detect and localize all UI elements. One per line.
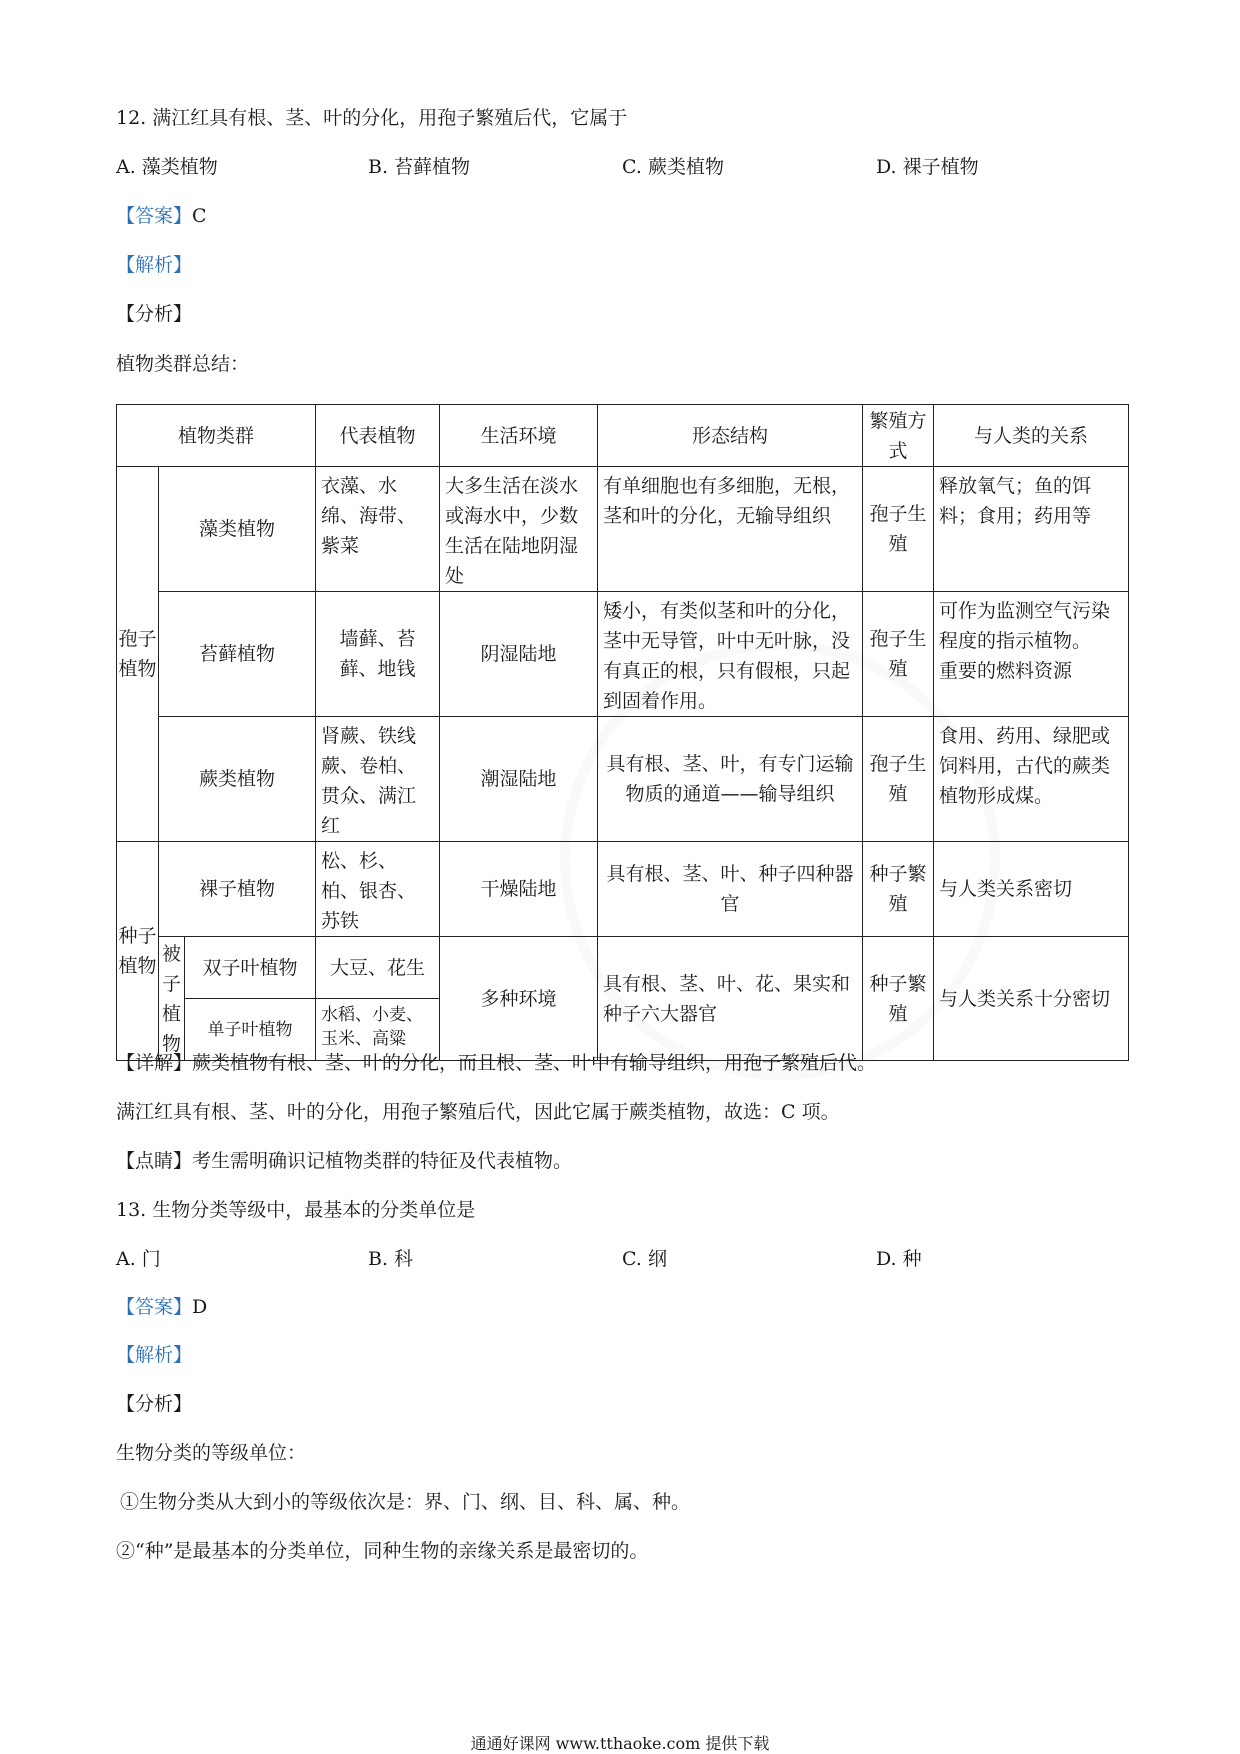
q12-detail <box>116 1050 876 1076</box>
q12-option-b: B. 苔藓植物 <box>368 156 471 178</box>
row-repro: 孢子生殖 <box>863 717 934 842</box>
q13-option-d: D. 种 <box>876 1248 922 1270</box>
page-footer: 通通好课网 www.tthaoke.com 提供下载 <box>470 1734 770 1753</box>
row-rel: 食用、药用、绿肥或饲料用，古代的蕨类植物形成煤。 <box>934 717 1129 842</box>
header-cell: 与人类的关系 <box>934 405 1129 467</box>
row-form: 具有根、茎、叶，有专门运输物质的通道——输导组织 <box>598 717 863 842</box>
row-rep: 大豆、花生 <box>316 937 440 999</box>
answer-value: D <box>192 1296 208 1318</box>
answer-label: 【答案】 <box>116 205 193 227</box>
row-rel: 释放氧气；鱼的饵料；食用；药用等 <box>934 467 1129 592</box>
detail-label: 【详解】 <box>116 1052 193 1074</box>
header-cell: 繁殖方式 <box>863 405 934 467</box>
row-env: 干燥陆地 <box>440 842 598 937</box>
table-header-row <box>117 405 1129 467</box>
row-env: 多种环境 <box>440 937 598 1061</box>
q12-option-c: C. 蕨类植物 <box>622 156 724 178</box>
q13-option-a: A. 门 <box>116 1248 161 1270</box>
q12-summary-title: 植物类群总结： <box>116 353 250 375</box>
header-cell: 代表植物 <box>316 405 440 467</box>
q12-question: 12. 满江红具有根、茎、叶的分化，用孢子繁殖后代，它属于 <box>116 107 628 129</box>
row-name: 裸子植物 <box>159 842 316 937</box>
row-form: 矮小，有类似茎和叶的分化，茎中无导管，叶中无叶脉，没有真正的根，只有假根，只起到固着作用。 <box>598 592 863 717</box>
plant-groups-table <box>116 404 1129 1061</box>
q13-analysis-label: 【解析】 <box>116 1344 193 1366</box>
table-row <box>117 467 1129 592</box>
table-row <box>117 717 1129 842</box>
table-row <box>117 937 1129 999</box>
q13-answer <box>116 1294 207 1320</box>
group-cell-seed: 种子植物 <box>117 842 159 1061</box>
row-name: 藻类植物 <box>159 467 316 592</box>
row-env: 大多生活在淡水或海水中，少数生活在陆地阴湿处 <box>440 467 598 592</box>
row-rel: 与人类关系十分密切 <box>934 937 1129 1061</box>
row-rep: 肾蕨、铁线蕨、卷柏、贯众、满江红 <box>316 717 440 842</box>
q13-fenxi-label: 【分析】 <box>116 1393 193 1415</box>
row-repro: 种子繁殖 <box>863 842 934 937</box>
q13-option-b: B. 科 <box>368 1248 414 1270</box>
q13-point-2: ②“种”是最基本的分类单位，同种生物的亲缘关系是最密切的。 <box>116 1540 649 1562</box>
q13-point-1: ①生物分类从大到小的等级依次是：界、门、纲、目、科、属、种。 <box>120 1491 691 1513</box>
q13-subtitle: 生物分类的等级单位： <box>116 1442 307 1464</box>
row-rep: 墙藓、苔藓、地钱 <box>316 592 440 717</box>
q12-fenxi-label: 【分析】 <box>116 303 193 325</box>
q12-option-d: D. 裸子植物 <box>876 156 979 178</box>
row-env: 潮湿陆地 <box>440 717 598 842</box>
group-cell-angiosperm: 被子植物 <box>159 937 185 1061</box>
row-name: 单子叶植物 <box>185 999 316 1061</box>
row-repro: 孢子生殖 <box>863 592 934 717</box>
q13-question: 13. 生物分类等级中，最基本的分类单位是 <box>116 1199 476 1221</box>
q12-option-a: A. 藻类植物 <box>116 156 218 178</box>
row-name: 双子叶植物 <box>185 937 316 999</box>
row-form: 具有根、茎、叶、花、果实和种子六大器官 <box>598 937 863 1061</box>
row-repro: 孢子生殖 <box>863 467 934 592</box>
row-rep: 松、杉、柏、银杏、苏铁 <box>316 842 440 937</box>
tip-label: 【点睛】 <box>116 1150 193 1172</box>
row-form: 具有根、茎、叶、种子四种器官 <box>598 842 863 937</box>
row-rel: 可作为监测空气污染程度的指示植物。 重要的燃料资源 <box>934 592 1129 717</box>
row-form: 有单细胞也有多细胞，无根，茎和叶的分化，无输导组织 <box>598 467 863 592</box>
row-rep: 衣藻、水绵、海带、紫菜 <box>316 467 440 592</box>
answer-label: 【答案】 <box>116 1296 193 1318</box>
q12-analysis-label: 【解析】 <box>116 254 193 276</box>
tip-text: 考生需明确识记植物类群的特征及代表植物。 <box>192 1150 573 1172</box>
row-env: 阴湿陆地 <box>440 592 598 717</box>
answer-value: C <box>192 205 207 227</box>
row-rep: 水稻、小麦、玉米、高粱 <box>316 999 440 1061</box>
row-name: 蕨类植物 <box>159 717 316 842</box>
row-repro: 种子繁殖 <box>863 937 934 1061</box>
detail-text: 蕨类植物有根、茎、叶的分化，而且根、茎、叶中有输导组织，用孢子繁殖后代。 <box>192 1052 877 1074</box>
group-cell-spore: 孢子植物 <box>117 467 159 842</box>
table-row <box>117 842 1129 937</box>
q12-answer <box>116 203 207 229</box>
row-name: 苔藓植物 <box>159 592 316 717</box>
q12-tip <box>116 1148 572 1174</box>
header-cell: 生活环境 <box>440 405 598 467</box>
q12-detail-2: 满江红具有根、茎、叶的分化，用孢子繁殖后代，因此它属于蕨类植物，故选：C 项。 <box>116 1101 840 1123</box>
header-cell: 形态结构 <box>598 405 863 467</box>
q13-option-c: C. 纲 <box>622 1248 667 1270</box>
header-cell: 植物类群 <box>117 405 316 467</box>
row-rel: 与人类关系密切 <box>934 842 1129 937</box>
table-row <box>117 592 1129 717</box>
